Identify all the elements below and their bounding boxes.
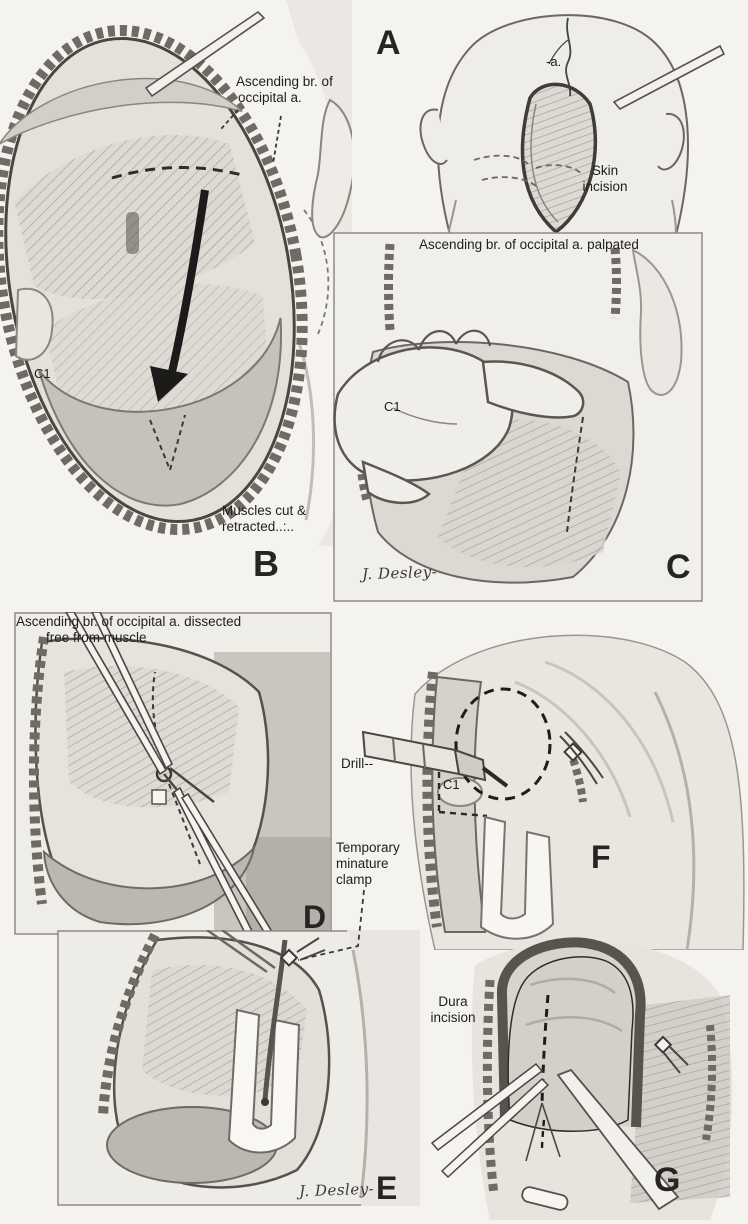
panel-a-illustration [378, 2, 748, 235]
muscles-cut-label [222, 503, 306, 535]
panel-f-illustration [355, 632, 748, 950]
skin-incision-label-line1: Skin [591, 163, 619, 178]
dura-incision-label [422, 994, 484, 1026]
panel-e-illustration [57, 930, 420, 1206]
occipital-artery-label-line1: Ascending br. of [236, 74, 333, 89]
temporary-clamp-label [336, 840, 400, 888]
artery-stump [126, 212, 139, 254]
c1-label-panel-b: C1 [34, 366, 51, 381]
c1-vertebra [16, 289, 53, 360]
artery-a-label: -a. [546, 54, 562, 69]
drill-label: Drill-- [341, 756, 374, 771]
temporary-clamp-label-line1: Temporary [336, 840, 400, 855]
skin-incision-label-line2: incision [582, 179, 628, 194]
panel-letter-e: E [376, 1170, 399, 1206]
panel-letter-c: C [666, 548, 692, 586]
panel-f [355, 632, 748, 950]
panel-d [14, 612, 332, 935]
c1-label-panel-c: C1 [384, 399, 401, 414]
dissected-header-line1: Ascending br. of occipital a. dissected [16, 614, 242, 629]
occipital-artery-label-line2: occipital a. [238, 90, 302, 105]
temporary-clamp-label-line3: clamp [336, 872, 373, 887]
dissected-header [16, 614, 241, 646]
dura-incision-label-line1: Dura [438, 994, 468, 1009]
dura-incision-label-line2: incision [430, 1010, 476, 1025]
muscles-cut-label-line1: Muscles cut & [222, 503, 307, 518]
panel-letter-d: D [303, 899, 328, 935]
panel-c-illustration [333, 232, 703, 602]
artist-signature-panel-c: J. Desley- [361, 562, 438, 584]
panel-letter-f: F [591, 839, 612, 875]
panel-letter-b: B [253, 543, 280, 584]
artist-signature-panel-e: J. Desley- [298, 1179, 375, 1201]
c1-label-panel-f: C1 [443, 777, 460, 792]
panel-g-illustration [430, 935, 748, 1224]
muscles-cut-label-line2: retracted..:.. [222, 519, 295, 534]
occipital-artery-label [236, 74, 333, 106]
retractor-chain [389, 244, 391, 330]
dissected-header-line2: free from muscle [46, 630, 147, 645]
panel-a [378, 2, 748, 235]
skin-incision-label [575, 163, 635, 195]
panel-letter-a: A [376, 24, 402, 62]
panel-c [333, 232, 703, 602]
panel-g [430, 935, 748, 1224]
panel-letter-g: G [654, 1161, 682, 1199]
temporary-clamp-label-line2: minature [336, 856, 389, 871]
panel-e [57, 930, 420, 1206]
palpated-header: Ascending br. of occipital a. palpated [419, 237, 639, 252]
panel-d-illustration [14, 612, 332, 935]
